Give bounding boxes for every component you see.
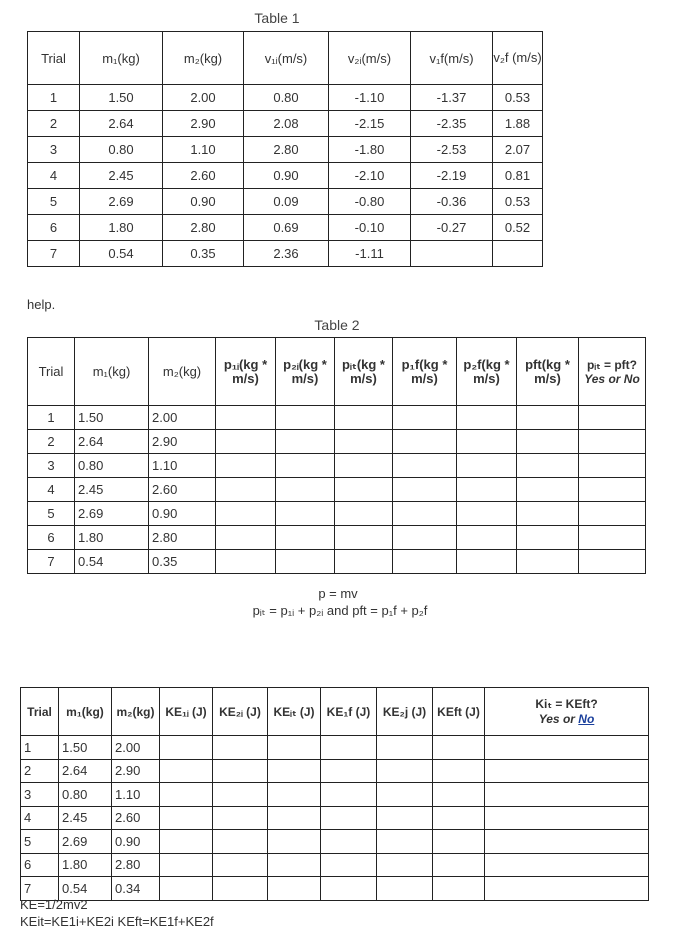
table-cell: 0.69 [244,215,329,241]
t2-h-pft: pft(kg * m/s) [517,338,579,406]
empty-input-cell[interactable] [485,853,649,877]
table-cell: -2.35 [411,111,493,137]
table-cell: 6 [21,853,59,877]
empty-input-cell[interactable] [457,502,517,526]
empty-input-cell[interactable] [335,406,393,430]
empty-input-cell[interactable] [393,526,457,550]
table-row [21,853,649,877]
table-row [21,759,649,783]
table1-header-row [28,32,543,85]
table-cell: -1.80 [329,137,411,163]
empty-input-cell[interactable] [216,454,276,478]
empty-input-cell[interactable] [517,478,579,502]
table-cell: 2.64 [59,759,112,783]
empty-input-cell[interactable] [213,783,268,807]
table-cell: -0.80 [329,189,411,215]
t2-h-equal-q: pᵢₜ = pft? [586,357,637,372]
table-cell: 0.35 [149,550,216,574]
table-cell: 4 [28,478,75,502]
empty-input-cell[interactable] [517,406,579,430]
empty-input-cell[interactable] [579,406,646,430]
empty-input-cell[interactable] [216,502,276,526]
table-cell: -1.10 [329,85,411,111]
t3-h-ke2i: KE₂ᵢ (J) [213,688,268,736]
empty-input-cell[interactable] [579,454,646,478]
table-cell: 2 [28,430,75,454]
empty-input-cell[interactable] [335,526,393,550]
empty-input-cell[interactable] [213,736,268,760]
t1-h-v1f: v₁f(m/s) [411,32,493,85]
empty-input-cell[interactable] [579,550,646,574]
table-cell: 2.60 [112,806,160,830]
momentum-formula: p = mv [318,586,358,601]
table-row [28,550,646,574]
empty-input-cell[interactable] [485,759,649,783]
table-cell: 2.69 [59,830,112,854]
empty-input-cell[interactable] [485,806,649,830]
t2-h-equal [579,338,646,406]
table-cell: 0.09 [244,189,329,215]
t1-h-m2: m₂(kg) [163,32,244,85]
table-cell: 3 [28,454,75,478]
table-2 [27,337,646,574]
table-row [28,189,543,215]
empty-input-cell[interactable] [321,736,377,760]
t3-h-no: No [578,711,595,726]
empty-input-cell[interactable] [268,877,321,901]
table-row [28,406,646,430]
empty-input-cell[interactable] [579,430,646,454]
table-row [28,215,543,241]
empty-input-cell[interactable] [335,478,393,502]
t2-h-trial: Trial [28,338,75,406]
empty-input-cell[interactable] [160,853,213,877]
table-cell: 4 [28,163,80,189]
empty-input-cell[interactable] [517,502,579,526]
empty-input-cell[interactable] [579,502,646,526]
table-row [28,85,543,111]
t3-h-ke1f: KE₁f (J) [321,688,377,736]
empty-input-cell[interactable] [393,502,457,526]
t1-h-v2f [493,32,543,85]
table-cell: 2.69 [75,502,149,526]
empty-input-cell[interactable] [213,853,268,877]
empty-input-cell[interactable] [276,430,335,454]
empty-input-cell[interactable] [268,783,321,807]
empty-input-cell[interactable] [268,806,321,830]
empty-input-cell[interactable] [268,853,321,877]
table-cell: 0.54 [75,550,149,574]
t3-h-keft: KEft (J) [433,688,485,736]
table-cell: 6 [28,526,75,550]
table-cell: 2.45 [75,478,149,502]
table-cell: -1.11 [329,241,411,267]
empty-input-cell[interactable] [457,406,517,430]
table-cell: 1.80 [80,215,163,241]
table-cell: -2.10 [329,163,411,189]
empty-input-cell[interactable] [216,406,276,430]
empty-input-cell[interactable] [579,526,646,550]
empty-input-cell[interactable] [276,454,335,478]
table-cell: 0.80 [80,137,163,163]
table-cell: 2.00 [112,736,160,760]
empty-input-cell[interactable] [321,759,377,783]
empty-input-cell[interactable] [268,759,321,783]
empty-input-cell[interactable] [579,478,646,502]
table-3 [20,687,649,901]
t2-h-p1f: p₁f(kg * m/s) [393,338,457,406]
table-cell: 0.90 [244,163,329,189]
table-cell: 0.52 [493,215,543,241]
t1-h-m1: m₁(kg) [80,32,163,85]
empty-input-cell[interactable] [457,430,517,454]
table-cell: 2 [28,111,80,137]
table-cell: 1.50 [59,736,112,760]
table-cell: 1.80 [75,526,149,550]
t1-h-v1i: v₁ᵢ(m/s) [244,32,329,85]
empty-input-cell[interactable] [517,550,579,574]
empty-input-cell[interactable] [377,783,433,807]
table-cell: 1.10 [112,783,160,807]
empty-input-cell[interactable] [393,430,457,454]
table-cell: 7 [21,877,59,901]
empty-input-cell[interactable] [433,736,485,760]
empty-input-cell[interactable] [393,550,457,574]
table-cell: 2.60 [163,163,244,189]
table-cell: 0.80 [59,783,112,807]
table-row [21,830,649,854]
empty-input-cell[interactable] [485,736,649,760]
empty-input-cell[interactable] [335,430,393,454]
table-cell: 3 [21,783,59,807]
empty-input-cell[interactable] [377,830,433,854]
empty-input-cell[interactable] [276,550,335,574]
t3-h-keit: KEᵢₜ (J) [268,688,321,736]
table-cell: -2.53 [411,137,493,163]
table-cell: -0.27 [411,215,493,241]
table-cell: 2.90 [149,430,216,454]
empty-input-cell[interactable] [433,877,485,901]
table-cell: 2 [21,759,59,783]
empty-input-cell[interactable] [457,526,517,550]
t1-h-v2f-label: v₂f (m/s) [493,50,542,65]
table-cell: 0.54 [80,241,163,267]
empty-input-cell[interactable] [268,830,321,854]
t3-h-yesor: Yes or [538,711,575,726]
empty-input-cell[interactable] [377,877,433,901]
t3-h-trial: Trial [21,688,59,736]
ke-total-formula: KEit=KE1i+KE2i KEft=KE1f+KE2f [20,914,214,929]
empty-input-cell[interactable] [485,783,649,807]
empty-input-cell[interactable] [216,430,276,454]
table-row [28,241,543,267]
t2-h-yesno: Yes or No [584,371,640,386]
empty-input-cell[interactable] [321,806,377,830]
table3-header-row [21,688,649,736]
empty-input-cell[interactable] [485,830,649,854]
table-cell: 0.90 [112,830,160,854]
empty-input-cell[interactable] [457,550,517,574]
table-1 [27,31,543,267]
empty-input-cell[interactable] [517,454,579,478]
table-row [28,163,543,189]
empty-input-cell[interactable] [160,877,213,901]
empty-input-cell[interactable] [433,830,485,854]
empty-input-cell[interactable] [216,478,276,502]
empty-input-cell[interactable] [321,853,377,877]
table-cell: 2.90 [163,111,244,137]
table-cell: 0.54 [59,877,112,901]
table-cell: 6 [28,215,80,241]
t2-h-p2i: p₂ᵢ(kg * m/s) [276,338,335,406]
empty-input-cell[interactable] [213,830,268,854]
empty-input-cell[interactable] [213,877,268,901]
empty-input-cell[interactable] [276,526,335,550]
help-text: help. [27,297,56,312]
total-momentum-formula: pᵢₜ = p₁ᵢ + p₂ᵢ and pft = p₁f + p₂f [252,603,428,618]
table-row [28,137,543,163]
table-cell: 2.08 [244,111,329,137]
empty-input-cell[interactable] [433,759,485,783]
table-cell: 1 [21,736,59,760]
empty-input-cell[interactable] [377,736,433,760]
table-row [21,877,649,901]
empty-input-cell[interactable] [433,853,485,877]
empty-input-cell[interactable] [276,478,335,502]
empty-input-cell[interactable] [377,806,433,830]
empty-input-cell[interactable] [321,830,377,854]
empty-input-cell[interactable] [517,430,579,454]
table-row [28,111,543,137]
table-cell: 2.36 [244,241,329,267]
table-cell: 0.80 [75,454,149,478]
empty-input-cell[interactable] [160,759,213,783]
empty-input-cell[interactable] [213,806,268,830]
empty-input-cell[interactable] [393,406,457,430]
table-row [28,454,646,478]
table-cell: 5 [28,189,80,215]
empty-input-cell[interactable] [321,877,377,901]
empty-input-cell[interactable] [335,502,393,526]
table2-caption: Table 2 [314,317,360,333]
table-row [28,502,646,526]
table-row [21,783,649,807]
t2-h-pit: pᵢₜ(kg * m/s) [335,338,393,406]
table-cell: 3 [28,137,80,163]
empty-input-cell[interactable] [216,526,276,550]
table-cell: 0.90 [149,502,216,526]
empty-input-cell[interactable] [393,454,457,478]
table-cell: 5 [21,830,59,854]
table-cell: 7 [28,550,75,574]
table-cell: -0.10 [329,215,411,241]
empty-input-cell[interactable] [160,830,213,854]
empty-input-cell[interactable] [276,502,335,526]
table-cell: 2.45 [59,806,112,830]
table-cell: 2.80 [163,215,244,241]
t3-h-equal-q: Kiₜ = KEft? [535,696,598,711]
table-cell: 1 [28,406,75,430]
table-cell: 2.80 [244,137,329,163]
table-cell: 2.64 [75,430,149,454]
table2-header-row [28,338,646,406]
table-row [21,736,649,760]
empty-input-cell[interactable] [433,783,485,807]
table-cell: 0.81 [493,163,543,189]
table-cell: 0.80 [244,85,329,111]
t2-h-m2: m₂(kg) [149,338,216,406]
table-cell: 0.35 [163,241,244,267]
table-cell: 2.60 [149,478,216,502]
table-cell: 2.64 [80,111,163,137]
empty-input-cell[interactable] [485,877,649,901]
t1-h-trial: Trial [28,32,80,85]
table-cell [493,241,543,267]
table-cell: 2.00 [163,85,244,111]
empty-input-cell[interactable] [268,736,321,760]
table-cell: 7 [28,241,80,267]
table-cell: 0.53 [493,85,543,111]
table-cell: 0.90 [163,189,244,215]
t1-h-v2i: v₂ᵢ(m/s) [329,32,411,85]
table-cell: -2.15 [329,111,411,137]
table-cell: 2.00 [149,406,216,430]
table-cell: 2.90 [112,759,160,783]
table-cell: 5 [28,502,75,526]
t2-h-p2f: p₂f(kg * m/s) [457,338,517,406]
empty-input-cell[interactable] [160,806,213,830]
empty-input-cell[interactable] [321,783,377,807]
table-cell: 1.50 [75,406,149,430]
t2-h-m1: m₁(kg) [75,338,149,406]
empty-input-cell[interactable] [457,478,517,502]
empty-input-cell[interactable] [377,853,433,877]
table-cell: 1.10 [163,137,244,163]
table-cell: 1.10 [149,454,216,478]
table-row [28,478,646,502]
table-cell [411,241,493,267]
t3-h-m1: m₁(kg) [59,688,112,736]
t3-h-m2: m₂(kg) [112,688,160,736]
table-cell: 2.45 [80,163,163,189]
empty-input-cell[interactable] [377,759,433,783]
empty-input-cell[interactable] [213,759,268,783]
ke-formula: KE=1/2mv2 [20,897,88,912]
table-cell: -2.19 [411,163,493,189]
table-cell: 0.34 [112,877,160,901]
table-cell: 2.07 [493,137,543,163]
table-cell: 2.80 [149,526,216,550]
table-cell: 1.80 [59,853,112,877]
empty-input-cell[interactable] [457,454,517,478]
table-row [28,526,646,550]
t3-h-ke1i: KE₁ᵢ (J) [160,688,213,736]
table-cell: 1.88 [493,111,543,137]
empty-input-cell[interactable] [393,478,457,502]
table-row [28,430,646,454]
empty-input-cell[interactable] [216,550,276,574]
table-cell: -1.37 [411,85,493,111]
empty-input-cell[interactable] [335,454,393,478]
empty-input-cell[interactable] [276,406,335,430]
empty-input-cell[interactable] [160,736,213,760]
empty-input-cell[interactable] [160,783,213,807]
t3-h-equal [485,688,649,736]
table1-caption: Table 1 [254,10,300,26]
table-cell: 1 [28,85,80,111]
empty-input-cell[interactable] [335,550,393,574]
table-cell: 4 [21,806,59,830]
empty-input-cell[interactable] [433,806,485,830]
t2-h-p1i: p₁ᵢ(kg * m/s) [216,338,276,406]
table-row [21,806,649,830]
table-cell: 0.53 [493,189,543,215]
empty-input-cell[interactable] [517,526,579,550]
table-cell: 2.80 [112,853,160,877]
t3-h-ke2j: KE₂j (J) [377,688,433,736]
table-cell: 2.69 [80,189,163,215]
table-cell: 1.50 [80,85,163,111]
table-cell: -0.36 [411,189,493,215]
